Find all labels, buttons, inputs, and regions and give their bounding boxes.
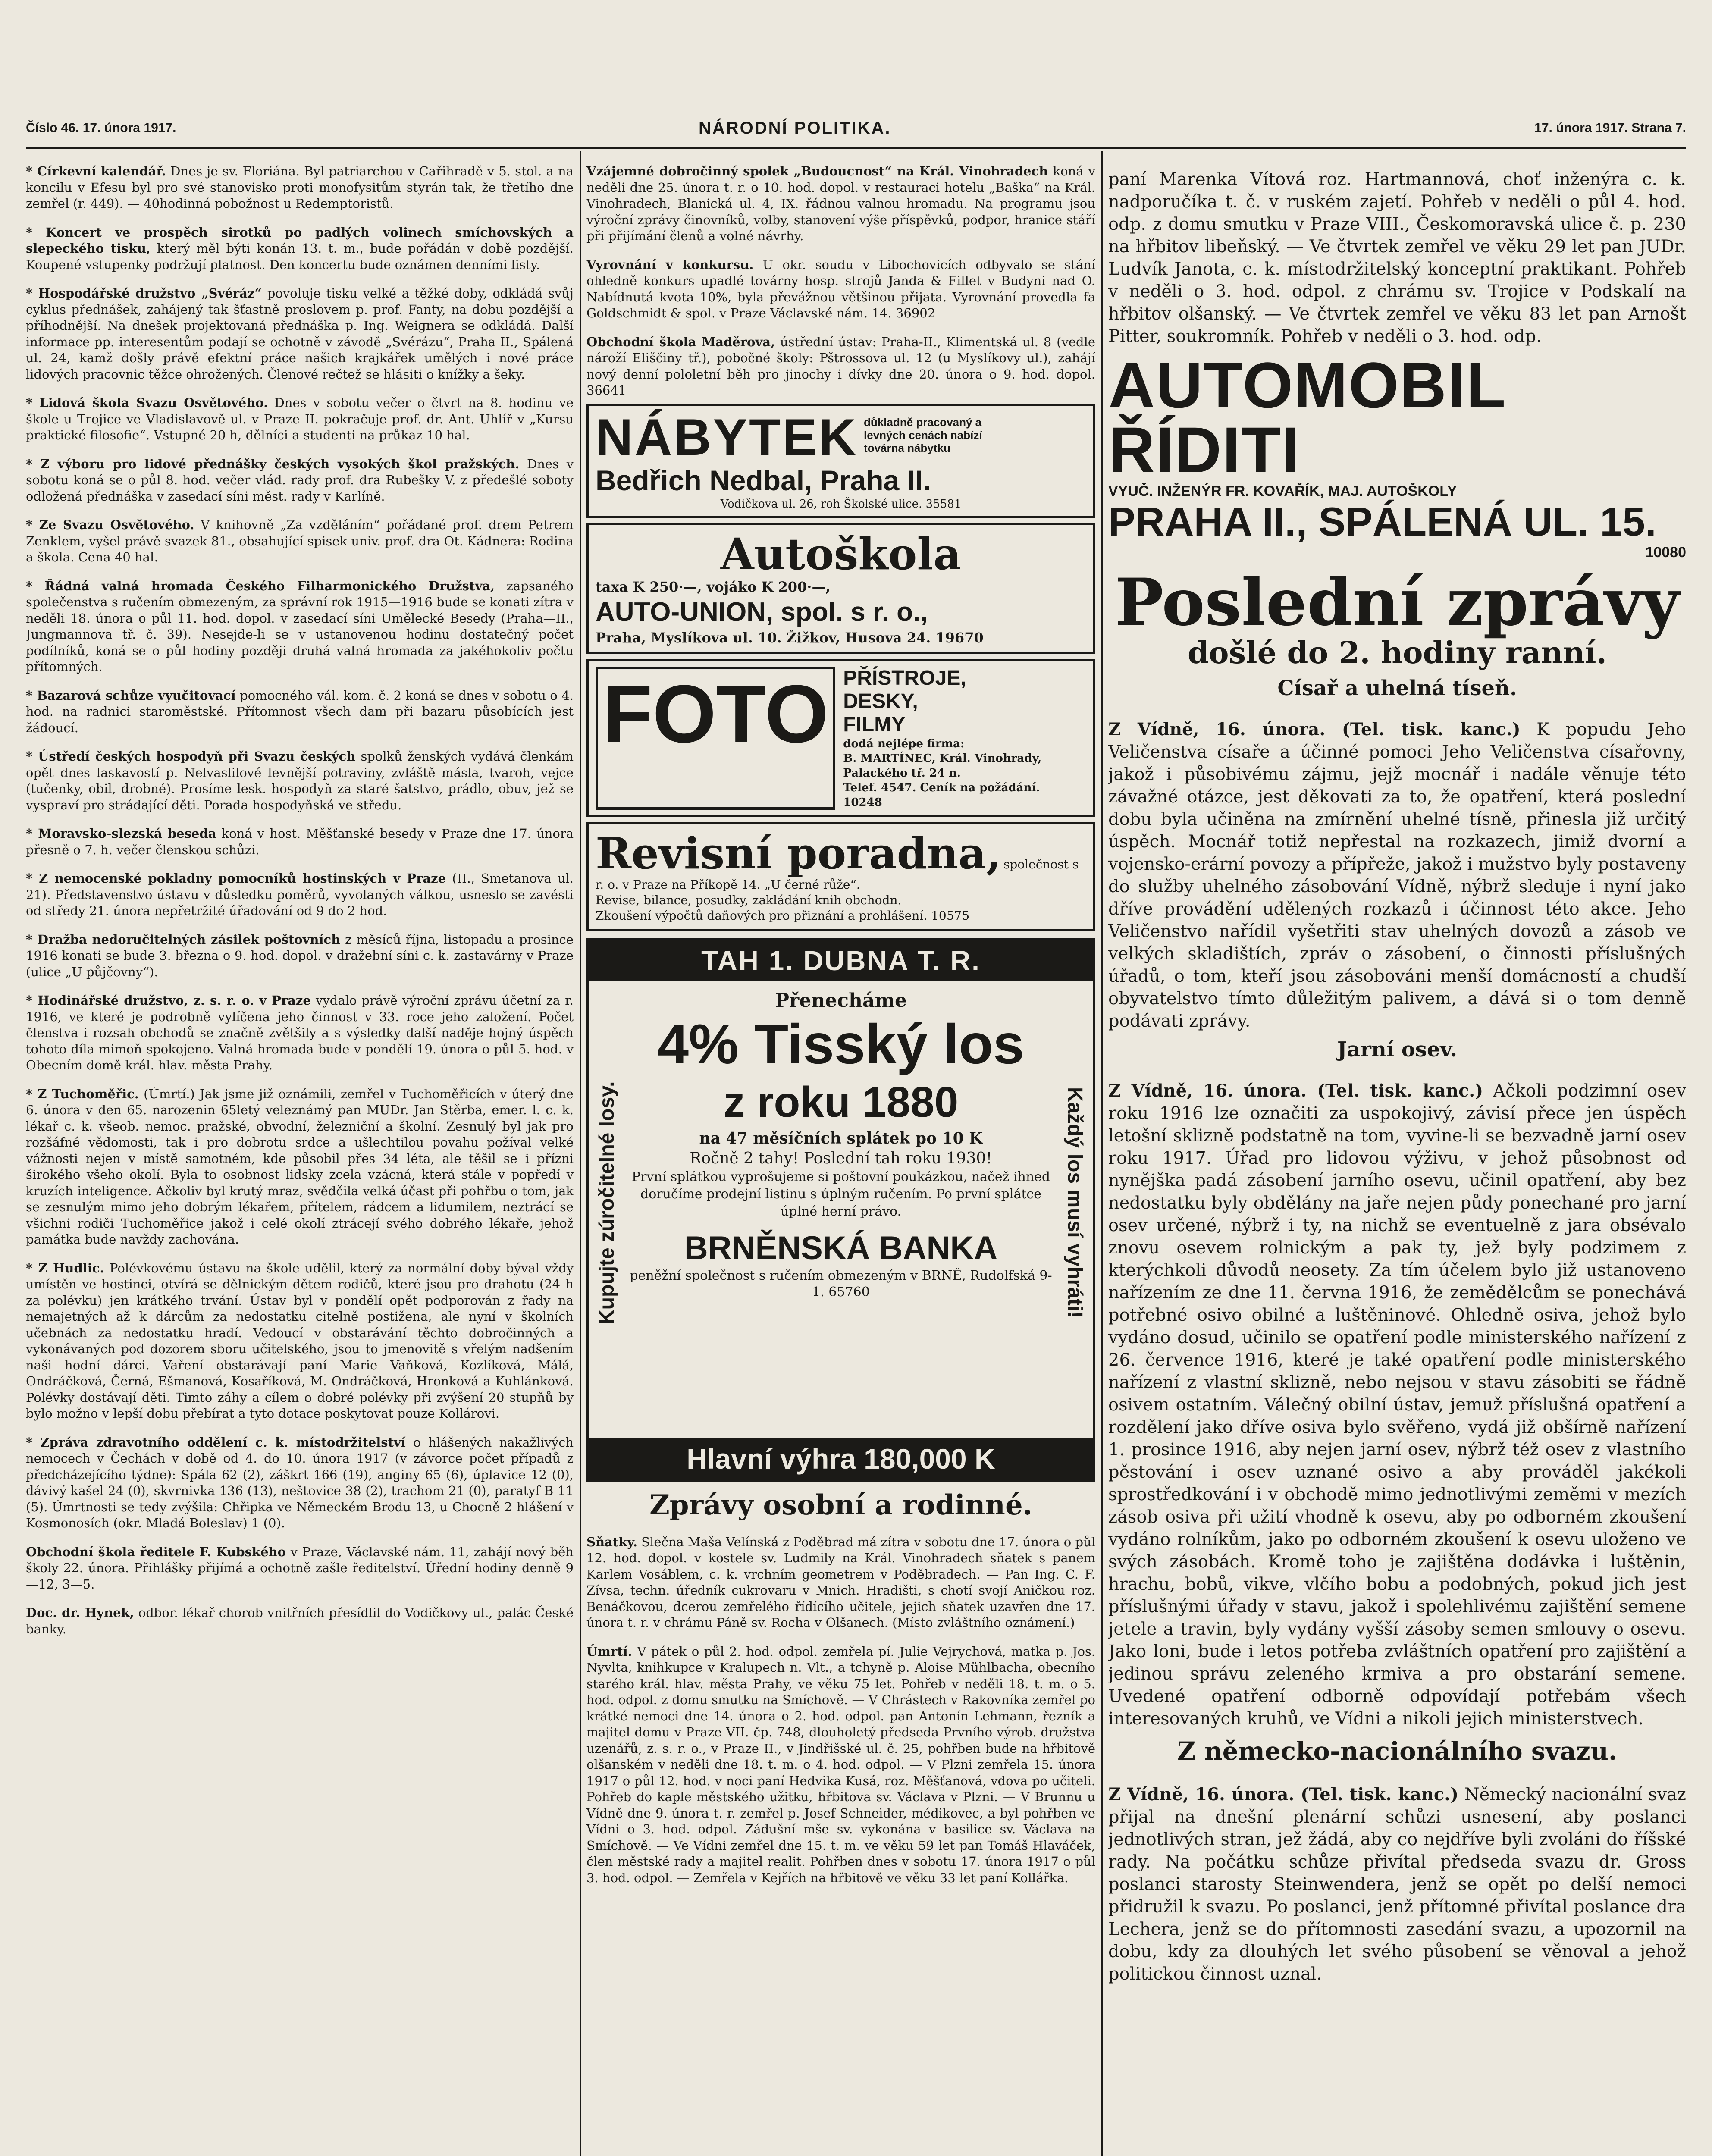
article-body: ústřední ústav: Praha-II., Klimentská ul. 8 (vedle nároží Eliščiny tř.), pobočné školy: Pštrossova ul. 12 (u Myslíkovy ul.), zahájí nový denní pololetní běh pro jinochy i dívky dne 20. února o 9. hod. dopol. <box>586 334 1095 382</box>
article-body: Dnes v sobotu večer o čtvrt na 8. hodinu ve škole u Trojice ve Vladislavově ul. v Praze II. pokračuje prof. dr. Ant. Uhlíř v „Kursu praktické filosofie“. Vstupné 20 h, dělníci a studenti na průkaz 10 hal. <box>26 395 574 442</box>
article-headline: Doc. dr. Hynek, <box>26 1605 134 1620</box>
article-headline: * Z Tuchoměřic. <box>26 1086 139 1101</box>
ad-line: Ročně 2 tahy! Poslední tah roku 1930! <box>690 1149 992 1167</box>
article-drazba <box>26 932 574 981</box>
ad-address <box>596 498 1086 511</box>
ad-code: 19670 <box>935 629 984 646</box>
article-headline: Vyrovnání v konkursu. <box>586 257 754 272</box>
article-obchodni-skola <box>26 1544 574 1593</box>
article-tuchomerice <box>26 1086 574 1248</box>
article-headline: * Ústředí českých hospodyň při Svazu českých <box>26 749 356 764</box>
ad-headline: Revisní poradna, <box>596 827 1001 879</box>
column-left <box>26 151 574 2156</box>
ad-code: 36641 <box>586 383 627 398</box>
article-dateline: Z Vídně, 16. února. (Tel. tisk. kanc.) <box>1108 1784 1459 1805</box>
ad-los-prize: Hlavní výhra 180,000 K <box>589 1438 1093 1479</box>
article-headline: Vzájemné dobročinný spolek „Budoucnost“ na Král. Vinohradech <box>586 164 1048 179</box>
article-hodinarske <box>26 993 574 1074</box>
column-middle <box>586 151 1095 2156</box>
article-dateline: Z Vídně, 16. února. (Tel. tisk. kanc.) <box>1108 1081 1483 1101</box>
ad-line: Přenecháme <box>774 989 907 1012</box>
article-headline: Obchodní škola Maděrova, <box>586 334 775 349</box>
ad-code: 10080 <box>1645 544 1686 561</box>
ad-address-text: Praha, Myslíkova ul. 10. Žižkov, Husova 24. <box>596 629 931 646</box>
article-body: Ačkoli podzimní osev roku 1916 lze označiti za uspokojivý, závisí přece jen úspěch letošní sklizně podstatně na tom, vyvine-li se bezvadně jarní osev roku 1917. Úřad pro lidovou výživu, v jehož působnost od nynějška padá zásobení jarního osevu, učinil opatření, aby bez nedostatku byly obdělány na jaře nejen půdy ponechané pro jarní osev určené, nýbrž i ty, na nichž se eventuelně z jara obsévalo znovu osevem rolnickým a pak ty, jež byly podzimem z kterýchkoli důvodů neosety. Za tím účelem bylo již ustanoveno nařízením ze dne 11. června 1916, že zemědělcům se ponechává potřebné osivo obilné a luštěninové. Ohledně osiva, jehož bylo vydáno dosud, učinilo se opatření podle ministerského nařízení z 26. července 1916, které je také opatření podle ministerského nařízení z vlastní sklizně, nebo nejsou v stavu zásobiti se řádně osivem ostatním. Válečný obilní ústav, jemuž příslušná opatření a rozdělení jako dříve osiva bylo svěřeno, vydá již obšírně nařízení 1. prosince 1916, aby nejen jarní osev, nýbrž též osev z vlastního pěstování i osev uznané osivo a aby prováděl jakékoli sprostředkování i v obchodě mimo jednotlivými zeměmi v mezích zásob osiva při užití vhodně k osevu, aby po odborném zkoušení vydáno rolníkům, jako po odborném zkoušení k osevu uloženo ve svých zásobách. Kromě toho je zajištěna dodávka i luštěnin, hrachu, bobů, vikve, vlčího bobu a podobných, pokud jich jest příslušnými úřady v stavu, jakož i spolehlivému zajištění semene jetele a travin, byly vydány vyšší zásoby semen smlouvy o osevu. Jako loni, bude i letos potřeba zvláštních opatření pro zajištění a jedinou správu zeleného krmiva a pro obstarání semene. Uvedené opatření odborně odpovídají potřebám všech interesovaných kruhů, ve Vídni a nikoli jejich ministerstvech. <box>1108 1081 1686 1729</box>
article-headline: * Hodinářské družstvo, z. s. r. o. v Praze <box>26 993 311 1008</box>
ad-headline: NÁBYTEK <box>596 408 858 466</box>
article-body: (II., Smetanova ul. 21). Představenstvo ústavu v důsledku poměrů, vyvolaných válkou, usneslo se zavésti od středy 21. února nepřetržité úřadování od 9 do 2 hod. <box>26 871 574 918</box>
article-hospodyne <box>26 749 574 813</box>
ad-code: 35581 <box>925 497 962 511</box>
ad-address-text: Vodičkova ul. 26, roh Školské ulice. <box>720 497 922 511</box>
article-body: Slečna Maša Velínská z Poděbrad má zítra v sobotu dne 17. února o půl 12. hod. dopol. v kostele sv. Ludmily na Král. Vinohradech sňatek s panem Karlem Vosáblem, c. k. vrchním geometrem v Poděbradech. — Pan Ing. C. F. Zívsa, techn. úředník cukrovaru v Mnich. Hradišti, s chotí svojí Aničkou roz. Benáčkovou, dcerou zemřelého řídícího učitele, jejich sňatek uzavřen dne 17. února t. r. v chrámu Páně sv. Rocha v Olšanech. (Místo zvláštního oznámení.) <box>586 1534 1095 1630</box>
article-body: Dnes v sobotu koná se o půl 8. hod. večer vlád. rady prof. dra Rubešky V. z předešlé soboty odložená přednáška v zasedací síni měst. rady v Karlíně. <box>26 456 574 504</box>
article-body: koná v host. Měšťanské besedy v Praze dne 17. února přesně o 7. h. večer členskou schůzi. <box>26 826 574 857</box>
section-subtitle: došlé do 2. hodiny ranní. <box>1187 635 1607 671</box>
article-lidova-skola <box>26 395 574 444</box>
article-body: Polévkovému ústavu na škole udělil, který za normální doby býval vždy umístěn ve hostinci, otvírá se dělnickým dětem rodičů, které jsou pro drahotu (24 h za polévku) jen krátkého trvání. Ústav byl v pondělí opět podporován z řady na nemajetných až k dárcům za nedostatku citelně postižena, ale nyní v školních učebnách za nedostatku hradí. Vedoucí v obstarávání těchto dobročinných a vykonávaných pod dozorem sboru učitelského, jsou to jmenovitě s vřelým nadšením naši hodní dárci. Vaření obstarávají paní Marie Vaňková, Kozlíková, Málá, Ondráčková, Černá, Ešmanová, Kosaříková, M. Ondráčková, Hronková a Kuhlánková. Polévky dostávají děti. Timto záhy a cílem o dobré polévky při zvýšení 20 stupňů by bylo možno v lepší dobu přebírat a tyto dotace poskytovat pouze Kollárovi. <box>26 1260 574 1421</box>
article-headline: * Zpráva zdravotního oddělení c. k. místodržitelství <box>26 1435 406 1450</box>
column-rule <box>1101 151 1103 2156</box>
page-header <box>26 116 1686 149</box>
ad-firm: Bedřich Nedbal, Praha II. <box>596 464 931 496</box>
ad-code: 10575 <box>931 908 970 923</box>
article-headline: * Církevní kalendář. <box>26 164 166 179</box>
article-umrti-continued <box>1108 168 1686 348</box>
ad-address: Palackého tř. 24 n. <box>843 766 961 780</box>
ad-address: PRAHA II., SPÁLENÁ UL. 15. <box>1108 499 1656 544</box>
article-headline: * Dražba nedoručitelných zásilek poštovních <box>26 932 341 947</box>
ad-los-side-left: Kupujte zúročitelné losy. <box>596 1081 618 1325</box>
article-body: V pátek o půl 2. hod. odpol. zemřela pí. Julie Vejrychová, matka p. Jos. Nyvlta, knihkupce v Kralupech n. Vlt., a tchyně p. Aloise Mühlbacha, obecního starého král. hlav. města Prahy, ve věku 75 let. Pohřeb v neděli 18. t. m. o 5. hod. odpol. z domu smutku na Smíchově. — V Chrástech v Rakovníka zemřel po krátké nemoci dne 14. února o 2. hod. odpol. pan Antonín Lehmann, řezník a majitel domu v Praze VII. čp. 748, dlouholetý předseda Prvního výrob. družstva uzenářů, z. s. r. o., v Praze II., v Jindřišské ul. č. 25, pohřben bude na hřbitově olšanském v neděli dne 18. t. m. o 4. hod. odpol. — V Plzni zemřela 15. února 1917 o půl 12. hod. v noci paní Hedvika Kusá, roz. Měšťanová, vdova po učiteli. Pohřeb do kaple městského užitku, hřbitova sv. Václava v Plzni. — V Brunnu u Vídně dne 9. února t. r. zemřel p. Josef Schneider, médikovec, a byl pohřben ve Vídni o 3. hod. odpol. Zádušní mše sv. vykonána v basilice sv. Václava na Smíchově. — Ve Vídni zemřel dne 15. t. m. ve věku 59 let pan Tomáš Hlaváček, člen městské rady a majitel realit. Pohřben dnes v sobotu 17. února 1917 o půl 3. hod. odpol. — Zemřela v Kejřích na hřbitově ve věku 33 let paní Kollářka. <box>586 1644 1095 1885</box>
article-headline: * Lidová škola Svazu Osvětového. <box>26 395 268 410</box>
section-title: Poslední zprávy <box>1115 564 1680 640</box>
article-sveraz <box>26 285 574 382</box>
article-body: Německý nacionální svaz přijal na dnešní plenární schůzi usnesení, aby poslanci jednotlivých stran, jež žádá, aby co nejdříve byli zvoláni do říšské rady. Na počátku schůze přivítal předseda svazu dr. Gross poslanci starosty Steinwendera, jenž se opět po delší nemoci přidružil k svazu. Po poslanci, jenž přítomné přivítal poslance dra Lechera, jenž se do přítomnosti zasedání svazu, a upozornil na dobu, kdy za dlouhých let svého působení se věnoval a jehož politickou činnost uznal. <box>1108 1785 1686 1984</box>
article-nacionalni-svaz <box>1108 1783 1686 1985</box>
article-body: odbor. lékař chorob vnitřních přesídlil do Vodičkovy ul., palác České banky. <box>26 1605 574 1636</box>
ad-nabytek <box>586 404 1095 518</box>
article-body: U okr. soudu v Libochovicích odbyvalo se stání ohledně konkurs upadlé továrny hosp. strojů Janda & Fillet v Budyni nad O. Nabídnutá kvota 10%, byla převážnou většinou přijata. Vyrovnání provedla fa Goldschmidt & spol. v Praze Václavské nám. 14. <box>586 257 1095 320</box>
article-budoucnost <box>586 163 1095 244</box>
ad-code: 65760 <box>828 1284 870 1300</box>
ad-address <box>596 629 1086 647</box>
section-title: Zprávy osobní a rodinné. <box>649 1489 1032 1521</box>
ad-firm: AUTO-UNION, spol. s r. o., <box>596 597 928 627</box>
article-headline: * Řádná valná hromada Českého Filharmonického Družstva, <box>26 578 495 593</box>
article-body: v Praze, Václavské nám. 11, zahájí nový běh školy 22. února. Přihlášky přijímá a ochotně zašle ředitelství. Úřední hodiny denně 9—12, 3—5. <box>26 1544 574 1592</box>
ad-line: dodá nejlépe firma: <box>843 737 965 750</box>
article-beseda <box>26 826 574 858</box>
article-headline: * Z výboru pro lidové přednášky českých vysokých škol pražských. <box>26 456 520 471</box>
ad-revisni-poradna <box>586 822 1095 931</box>
article-headline: * Moravsko-slezská beseda <box>26 826 216 841</box>
article-body: koná v neděli dne 25. února t. r. o 10. hod. dopol. v restauraci hotelu „Baška“ na Král. Vinohradech, Blanická ul. 4, IX. řádnou valnou hromadu. Na programu jsou výroční zprávy činovníků, volby, stanovení výše příspěvků, podpor, hranice stáří při přijímání členů a volné návrhy. <box>586 164 1095 243</box>
article-body: (Úmrtí.) Jak jsme již oznámili, zemřel v Tuchoměřicích v úterý dne 6. února v den 65. narozenin 65letý veleznámý pan MUDr. Jan Stěrba, emer. l. c. k. lékař c. k. všeob. nemoc. pražské, obvodní, železniční a školní. Zesnulý byl jak pro rozšáfné vědomosti, tak i pro dobrotu srdce a ušlechtilou povahu požíval velké vážnosti nejen v místě samotném, kde působil přes 34 léta, ale těšil se i přízni širokého všeho okolí. Byla to osobnost lidsky zcela vzácná, která stále v popředí v kruzích inteligence. Ačkoliv byl krutý mraz, svědčila velká účast při pohřbu o tom, jak se zesnulým mimo jeho dobrým lékařem, přítelem, rádcem a lidumilem, neztrácí se všichni rodiči Tuchoměřice jakož i celé okolí ztrácejí svého dobrého lékaře, jehož památka bude navždy zachována. <box>26 1086 574 1247</box>
ad-address <box>628 1268 1054 1300</box>
ad-side-text: společnost s r. o. v Praze na Příkopě 14. „U černé růže“. <box>596 857 1079 892</box>
article-headline: * Hospodářské družstvo „Svéráz“ <box>26 286 262 301</box>
article-vyrovnani <box>586 257 1095 322</box>
ad-firm: BRNĚNSKÁ BANKA <box>684 1229 998 1266</box>
ad-line: Revise, bilance, posudky, zakládání knih obchodn. <box>596 893 902 907</box>
ad-firm: B. MARTÍNEC, Král. Vinohrady, <box>843 752 1042 765</box>
article-doc-hynek <box>26 1605 574 1637</box>
article-body: K popudu Jeho Veličenstva císaře a účinné pomoci Jeho Veličenstva císařovny, jakož i působivému zájmu, jejž mocnář i nadále věnuje této závažné otázce, jest děkovati za to, že opatření, která poslední dobu byla učiněna na zmírnění uhelné tísně, přinesla již určitý úspěch. Mocnář totiž nepřestal na rozkazech, jimiž dvorní a vojensko-erární povozy a přípřeže, jakož i mužstvo byly postaveny do služby uhelného zásobování Vídně, nýbrž sleduje i nyní jako dříve provádění udělených rozkazů i účinnost této akce. Jeho Veličenstvo nařídil vyšetřiti stav uhelných dovozů a zásob ve velkých skladištích, zpráv o zásobení, o činnosti příslušných úřadů, o tom, kteří jsou zásobováni menší domácností a chudší obyvatelstvo tímto důležitým palivem, a dává si o tom denně podávati zprávy. <box>1108 720 1686 1031</box>
ad-los-banner: TAH 1. DUBNA T. R. <box>589 940 1093 981</box>
article-body: zapsaného společenstva s ručením obmezeným, za správní rok 1915—1916 bude se konati zítra v neděli 18. února o půl 11. hod. dopol. v zasedací síni Umělecké Besedy (Praha—II., Jungmannova tř. č. 39). Nesejde-li se v ustanovenou hodinu dostatečný počet podílníků, koná se o půl hodiny později druhá valná hromada za jakéhokoliv počtu přítomných. <box>26 578 574 674</box>
ad-los-body <box>589 981 1093 1438</box>
article-body: paní Marenka Vítová roz. Hartmannová, choť inženýra c. k. nadporučíka t. č. v ruském zajetí. Pohřeb v neděli o půl 4. hod. odp. z domu smutku v Praze VIII., Českomoravská ulice č. p. 230 na hřbitov libeňský. — Ve čtvrtek zemřel ve věku 29 let pan JUDr. Ludvík Janota, c. k. místodržitelský konceptní praktikant. Pohřeb v neděli o 3. hod. odpol. z chrámu sv. Trojice v Podskalí na hřbitov olšanský. — Ve čtvrtek zemřel ve věku 83 let pan Arnošt Pitter, soukromník. Pohřeb v neděli o 3. hod. odp. <box>1108 169 1686 346</box>
newspaper-page <box>26 17 1686 2156</box>
ad-code: 10248 <box>843 796 882 809</box>
article-dateline: Z Vídně, 16. února. (Tel. tisk. kanc.) <box>1108 719 1521 740</box>
ad-foto-details <box>843 667 1041 810</box>
article-lectures <box>26 456 574 505</box>
article-body: vydalo právě výroční zprávu účetní za r. 1916, ve které je podrobně vylíčena jeho činnost v 33. roce jeho založení. Počet členstva i rozsah obchodů se značně zvětšily a s výsledky další naděje hojný úspěch tohoto díla mimoň spokojeno. Valná hromada bude v pondělí 19. února o půl 5. hod. v Obecním domě král. hlav. města Prahy. <box>26 993 574 1072</box>
article-jarni-osev <box>1108 1080 1686 1730</box>
article-body: povoluje tisku velké a těžké doby, odkládá svůj cyklus přednášek, zahájený tak šťastně proslovem p. prof. Fanty, na dobu pozdější a příhodnější. Na dnešek projektovaná přednáška p. Ing. Weignera se odkládá. Další informace pp. interesentům podají se ochotně v závodě „Svérázu“, Praha II., Spálená ul. 24, kamž došly právě efektní práce našich krajkářek umělých i nové práce lidových pracovnic těžce ohrožených. Členové rečtež se hlásiti o knížky a šeky. <box>26 286 574 382</box>
article-headline: * Bazarová schůze vyučitovací <box>26 688 236 703</box>
article-concert <box>26 225 574 273</box>
column-rule <box>580 151 581 2156</box>
ad-subheadline: z roku 1880 <box>723 1078 959 1126</box>
ad-headline: 4% Tisský los <box>657 1012 1025 1075</box>
ad-autoskola <box>586 523 1095 654</box>
article-title: Císař a uhelná tíseň. <box>1277 676 1517 700</box>
masthead-title: NÁRODNÍ POLITIKA. <box>699 119 891 138</box>
article-uhelna-tisen <box>1108 718 1686 1032</box>
ad-line <box>596 908 1086 924</box>
article-maderova <box>586 334 1095 399</box>
article-headline: * Z nemocenské pokladny pomocníků hostinských v Praze <box>26 871 446 886</box>
ad-line-text: Zkoušení výpočtů daňových pro přiznání a prohlášení. <box>596 908 928 923</box>
article-church-calendar <box>26 163 574 212</box>
article-umrti <box>586 1644 1095 1887</box>
ad-headline: Autoškola <box>720 528 962 580</box>
ad-headline: FOTO <box>596 667 835 810</box>
ad-address-text: peněžní společnost s ručením obmezeným v BRNĚ, Rudolfská 9-1. <box>630 1268 1052 1300</box>
ad-line: Telef. 4547. Ceník na požádání. <box>843 781 1040 794</box>
article-body: o hlášených nakažlivých nemocech v Čechách v době od 4. do 10. února 1917 (v závorce počet případů z předcházejícího týdne): Spála 62 (2), záškrt 166 (19), anginy 65 (6), úplavice 12 (0), dávivý kašel 24 (0), skvrnivka 136 (13), neštovice 38 (2), trachom 21 (0), paratyf B 11 (5). Úmrtnosti se tedy zvýšila: Chřipka ve Německém Brodu 13, u Chocně 2 hlášení v Kosmonosích (okr. Mladá Boleslav) 1 (0). <box>26 1435 574 1530</box>
article-body: spolků ženských vydává členkám opět dnes laskavostí p. Nelvaslilové levnější potraviny, zvláště másla, tvaroh, vejce (tučenky, obil, drobné). Prosíme lesk. hospodyň za staré šatstvo, prádlo, obuv, jež se vyspraví pro strádající děti. Porada hospodyňská ve středu. <box>26 749 574 812</box>
issue-date-left: Číslo 46. 17. února 1917. <box>26 121 176 135</box>
article-headline: Obchodní škola ředitele F. Kubského <box>26 1544 286 1559</box>
ad-side-text: důkladně pracovaný a levných cenách nabízí továrna nábytku <box>864 415 982 454</box>
article-headline: * Koncert ve prospěch sirotků po padlých volinech smíchovských a slepeckého tisku, <box>26 225 574 256</box>
article-headline: Úmrtí. <box>586 1644 632 1659</box>
column-right <box>1108 151 1686 2156</box>
article-body: který měl býti konán 13. t. m., bude pořádán v době pozdější. Koupené vstupenky podržují platnost. Den koncertu bude oznámen denními listy. <box>26 241 574 272</box>
ad-line: PŘÍSTROJE, <box>843 666 966 689</box>
article-hudlice <box>26 1260 574 1422</box>
article-nemocenska <box>26 871 574 919</box>
ad-foto <box>586 659 1095 817</box>
article-zdravotni <box>26 1435 574 1532</box>
article-headline: Sňatky. <box>586 1534 637 1549</box>
ad-line: na 47 měsíčních splátek po 10 K <box>699 1129 983 1147</box>
article-headline: * Z Hudlic. <box>26 1260 104 1275</box>
ad-tissky-los <box>586 938 1095 1482</box>
article-body: z měsíců října, listopadu a prosince 1916 konati se bude 3. března o 9. hod. dopol. v dražební síni c. k. zastavárny v Praze (ulice „U půjčovny“). <box>26 932 574 979</box>
ad-line: FILMY <box>843 713 906 736</box>
article-body: V knihovně „Za vzděláním“ pořádané prof. drem Petrem Zenklem, vyšel právě svazek 81., obsahující spisek univ. prof. dra Ot. Kádnera: Rodina a škola. Cena 40 hal. <box>26 517 574 564</box>
article-headline: * Ze Svazu Osvětového. <box>26 517 194 532</box>
article-title: Z německo-nacionálního svazu. <box>1177 1736 1618 1766</box>
article-svaz-osvetovy <box>26 517 574 566</box>
ad-headline: AUTOMOBIL ŘÍDITI <box>1108 349 1505 486</box>
ad-los-side-right: Každý los musí vyhráti! <box>1063 1087 1086 1319</box>
ad-price: taxa K 250·—, vojáko K 200·—, <box>596 578 831 595</box>
issue-date-right: 17. února 1917. Strana 7. <box>1534 121 1686 135</box>
article-snatky <box>586 1534 1095 1631</box>
article-title: Jarní osev. <box>1337 1037 1458 1062</box>
article-body: pomocného vál. kom. č. 2 koná se dnes v sobotu o 4. hod. na radnici staroměstské. Přítomnost všech dam při bazaru působících jest žádoucí. <box>26 688 574 735</box>
article-bazar <box>26 688 574 736</box>
ad-automobil <box>1108 349 1686 561</box>
article-filharmonie <box>26 578 574 675</box>
ad-code: 36902 <box>895 306 936 320</box>
article-body: Dnes je sv. Floriána. Byl patriarchou v Cařihradě v 5. stol. a na koncilu v Efesu byl pro své stanovisko proti monofysitům styrán tak, že třetího dne zemřel (r. 449). — 40hodinná pobožnost u Redemptoristů. <box>26 164 574 211</box>
ad-line: VYUČ. INŽENÝR FR. KOVAŘÍK, MAJ. AUTOŠKOLY <box>1108 483 1457 499</box>
ad-line: DESKY, <box>843 689 918 713</box>
ad-line: První splátkou vyprošujeme si poštovní poukázkou, načež ihned doručíme prodejní listinu s úplným ručením. Po první splátce úplné herní právo. <box>631 1169 1050 1219</box>
